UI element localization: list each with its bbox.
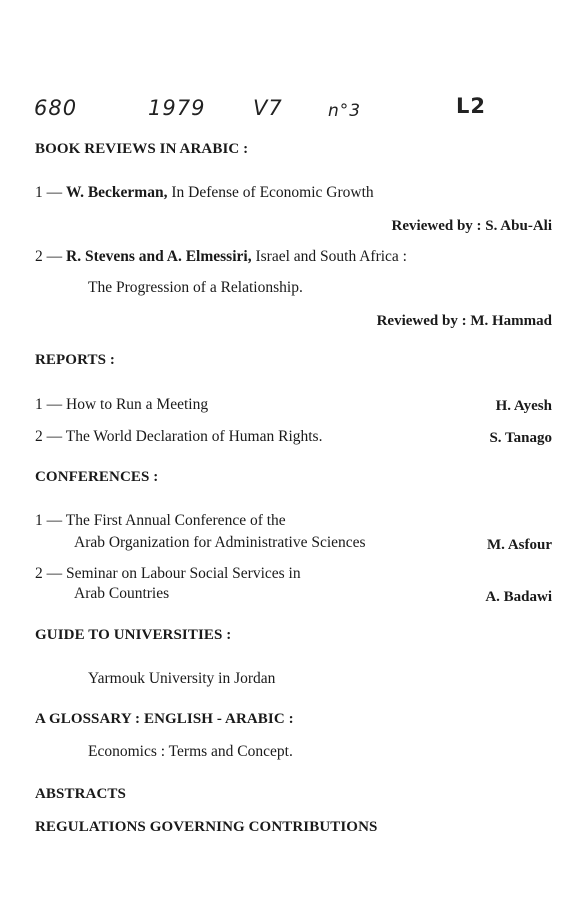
conference-item-1-line-1: 1 — The First Annual Conference of the <box>35 512 286 529</box>
glossary-item: Economics : Terms and Concept. <box>88 743 293 760</box>
handwritten-code: L2 <box>456 94 486 118</box>
book-title-continuation: The Progression of a Relationship. <box>88 279 303 296</box>
reviewer-name: S. Abu-Ali <box>485 218 552 234</box>
item-prefix: 1 — <box>35 184 66 201</box>
regulations-heading: REGULATIONS GOVERNING CONTRIBUTIONS <box>35 819 378 835</box>
reports-heading: REPORTS : <box>35 352 115 368</box>
conference-author-1: M. Asfour <box>487 537 552 553</box>
book-title: Israel and South Africa : <box>251 248 407 265</box>
book-author: R. Stevens and A. Elmessiri, <box>66 248 252 265</box>
reviewed-by-label: Reviewed by : <box>391 218 486 234</box>
glossary-heading: A GLOSSARY : ENGLISH - ARABIC : <box>35 711 294 727</box>
report-author-1: H. Ayesh <box>495 398 552 414</box>
book-reviews-heading: BOOK REVIEWS IN ARABIC : <box>35 141 249 157</box>
item-prefix: 2 — <box>35 248 66 265</box>
conference-item-2-line-2: Arab Countries <box>74 585 170 602</box>
reviewed-by-label: Reviewed by : <box>376 313 471 329</box>
book-review-item-2 <box>35 248 407 266</box>
abstracts-heading: ABSTRACTS <box>35 786 126 802</box>
conferences-heading: CONFERENCES : <box>35 469 159 485</box>
conference-author-2: A. Badawi <box>485 589 552 605</box>
book-review-item-1 <box>35 184 374 202</box>
handwritten-number-680: 680 <box>34 96 78 120</box>
handwritten-year: 1979 <box>148 96 206 120</box>
report-item-1: 1 — How to Run a Meeting <box>35 396 209 413</box>
guide-heading: GUIDE TO UNIVERSITIES : <box>35 627 232 643</box>
report-item-2: 2 — The World Declaration of Human Rights. <box>35 428 323 445</box>
handwritten-volume: V7 <box>253 96 283 120</box>
book-title: In Defense of Economic Growth <box>167 184 374 201</box>
conference-item-1-line-2: Arab Organization for Administrative Sciences <box>74 534 366 551</box>
reviewer-line-2 <box>377 313 552 330</box>
guide-item: Yarmouk University in Jordan <box>88 670 276 687</box>
conference-item-2-line-1: 2 — Seminar on Labour Social Services in <box>35 565 301 582</box>
reviewer-line-1 <box>392 218 552 235</box>
handwritten-issue: n°3 <box>328 101 362 121</box>
book-author: W. Beckerman, <box>66 184 168 201</box>
report-author-2: S. Tanago <box>489 430 552 446</box>
reviewer-name: M. Hammad <box>470 313 552 329</box>
